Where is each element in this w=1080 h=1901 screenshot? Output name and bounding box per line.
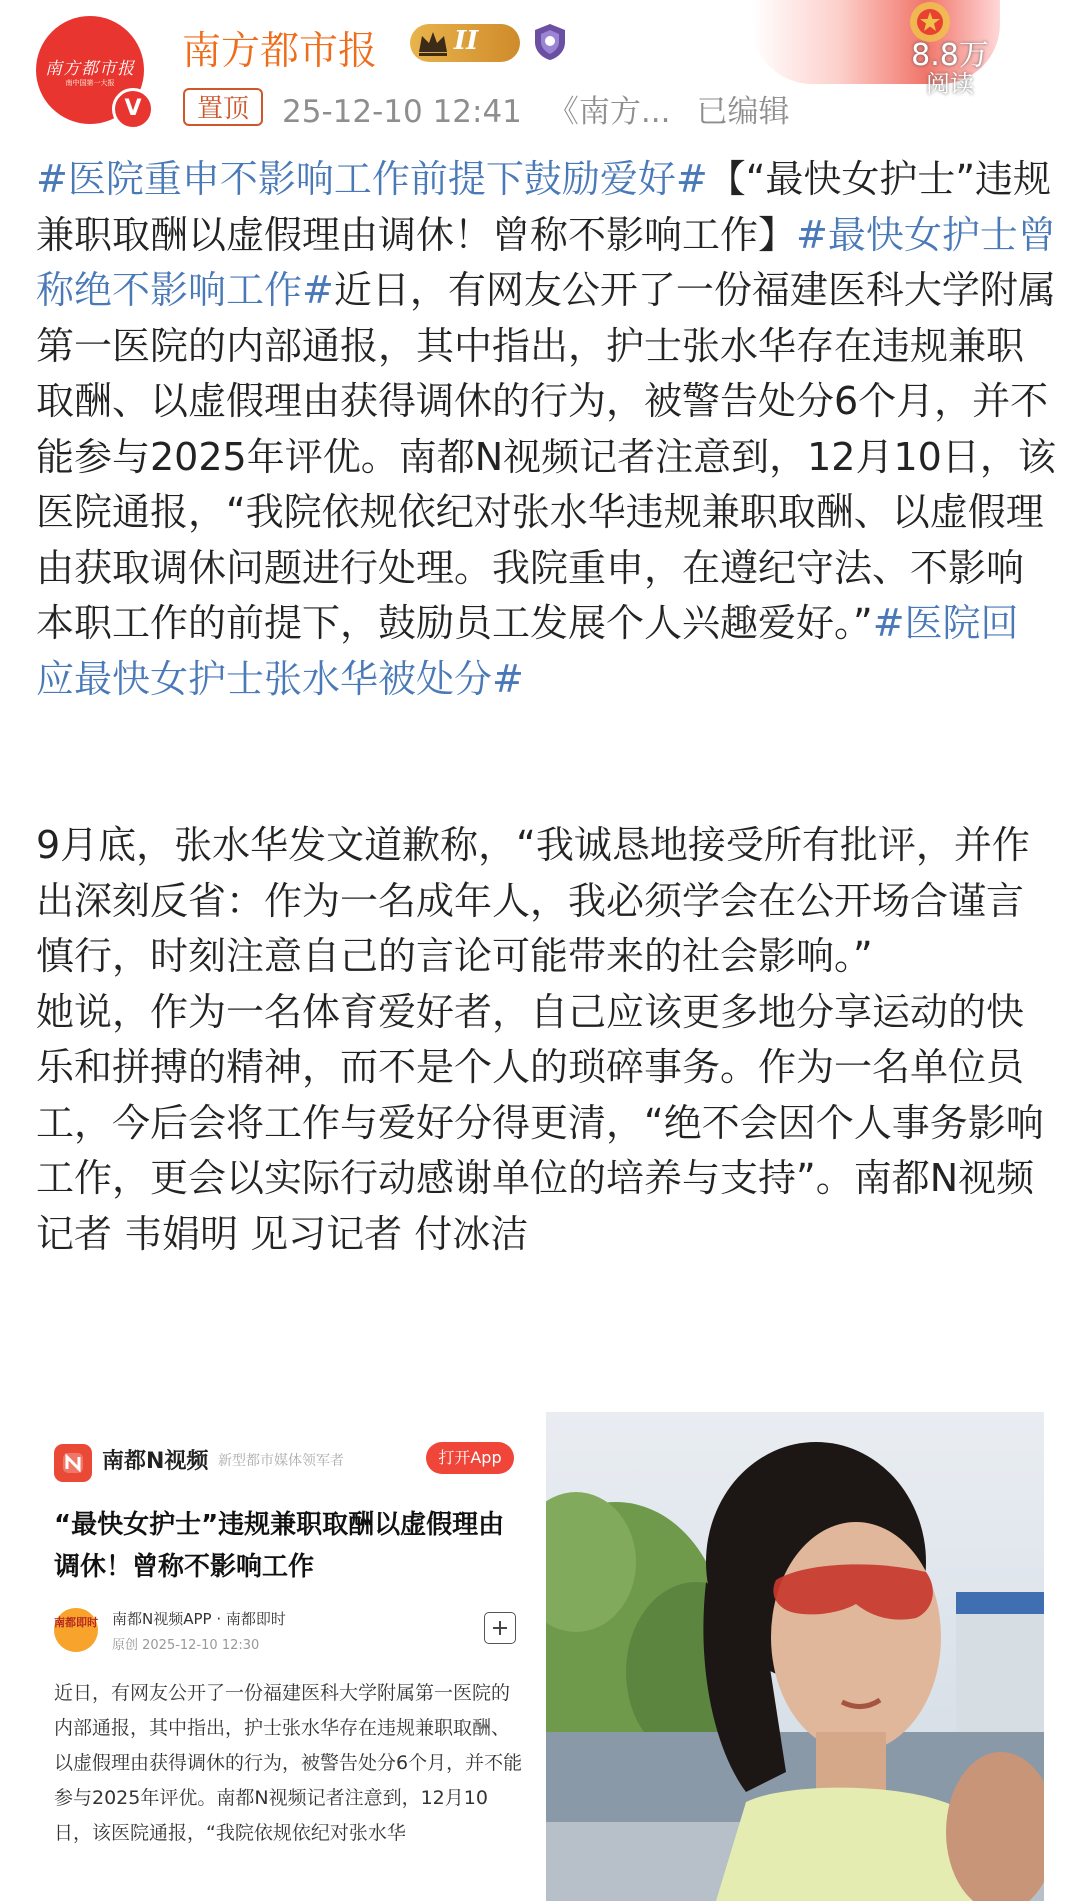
app-name: 南都N视频	[102, 1449, 209, 1474]
edited-label[interactable]: 已编辑	[696, 94, 790, 130]
author-avatar: 南都即时	[54, 1608, 98, 1652]
app-slogan: 新型都市媒体领军者	[218, 1453, 344, 1469]
paragraph-2: 9月底，张水华发文道歉称，“我诚恳地接受所有批评，并作出深刻反省：作为一名成年人，我必须学会在公开场合谨言慎行，时刻注意自己的言论可能带来的社会影响。”	[36, 823, 1030, 978]
app-logo-icon	[54, 1444, 92, 1482]
hashtag-link[interactable]: #医院重申不影响工作前提下鼓励爱好#	[36, 157, 708, 201]
hashtag-link[interactable]: #最快女护士曾称绝不影响工作#	[36, 212, 1056, 312]
article-card-image[interactable]	[36, 1412, 540, 1901]
post-source[interactable]: 《南方...	[547, 94, 671, 130]
avatar-logo-subtext: 南中国第一大报	[65, 79, 115, 87]
paragraph-spacer	[36, 707, 1056, 818]
verified-badge-icon: V	[112, 88, 154, 130]
article-text: 【“最快女护士”违规兼职取酬以虚假理由调休！曾称不影响工作】	[36, 157, 1052, 257]
member-level-badge[interactable]	[410, 24, 520, 62]
card-date: 原创 2025-12-10 12:30	[112, 1638, 260, 1653]
avatar-logo-text: 南方都市报	[45, 59, 135, 79]
card-body: 近日，有网友公开了一份福建医科大学附属第一医院的内部通报，其中指出，护士张水华存在违规兼职取酬、以虚假理由获得调休的行为，被警告处分6个月，并不能参与2025年评优。南都N视频记者注意到，12月10日，该医院通报，“我院依规依纪对张水华	[54, 1682, 523, 1844]
runner-photo[interactable]	[546, 1412, 1044, 1901]
paragraph-1	[36, 152, 1056, 707]
hashtag-link[interactable]: #医院回应最快女护士张水华被处分#	[36, 601, 1019, 701]
post-date: 25-12-10 12:41	[282, 94, 522, 130]
paragraph-3: 她说，作为一名体育爱好者，自己应该更多地分享运动的快乐和拼搏的精神，而不是个人的琐碎事务。作为一名单位员工，今后会将工作与爱好分得更清，“绝不会因个人事务影响工作，更会以实际行动感谢单位的培养与支持”。南都N视频记者 韦娟明 见习记者 付冰洁	[36, 989, 1044, 1256]
read-count: 8.8万	[911, 38, 989, 73]
article-text: 近日，有网友公开了一份福建医科大学附属第一医院的内部通报，其中指出，护士张水华存在违规兼职取酬、以虚假理由获得调休的行为，被警告处分6个月，并不能参与2025年评优。南都N视频记者注意到，12月10日，该医院通报，“我院依规依纪对张水华违规兼职取酬、以虚假理由获取调休问题进行处理。我院重申，在遵纪守法、不影响本职工作的前提下，鼓励员工发展个人兴趣爱好。”	[36, 268, 1056, 645]
plus-icon	[491, 1619, 509, 1637]
crown-icon	[416, 28, 450, 58]
read-count-label: 阅读	[926, 70, 974, 98]
card-title: “最快女护士”违规兼职取酬以虚假理由调休！曾称不影响工作	[54, 1510, 505, 1582]
account-name[interactable]: 南方都市报	[182, 29, 378, 74]
post-body	[36, 152, 1056, 1262]
follow-button[interactable]	[484, 1612, 516, 1644]
pinned-badge: 置顶	[183, 88, 263, 126]
open-app-button[interactable]: 打开App	[426, 1442, 514, 1474]
shield-icon[interactable]	[530, 22, 570, 62]
card-author: 南都N视频APP · 南都即时	[112, 1610, 286, 1628]
member-level: II	[454, 26, 479, 56]
post-meta	[282, 86, 815, 131]
